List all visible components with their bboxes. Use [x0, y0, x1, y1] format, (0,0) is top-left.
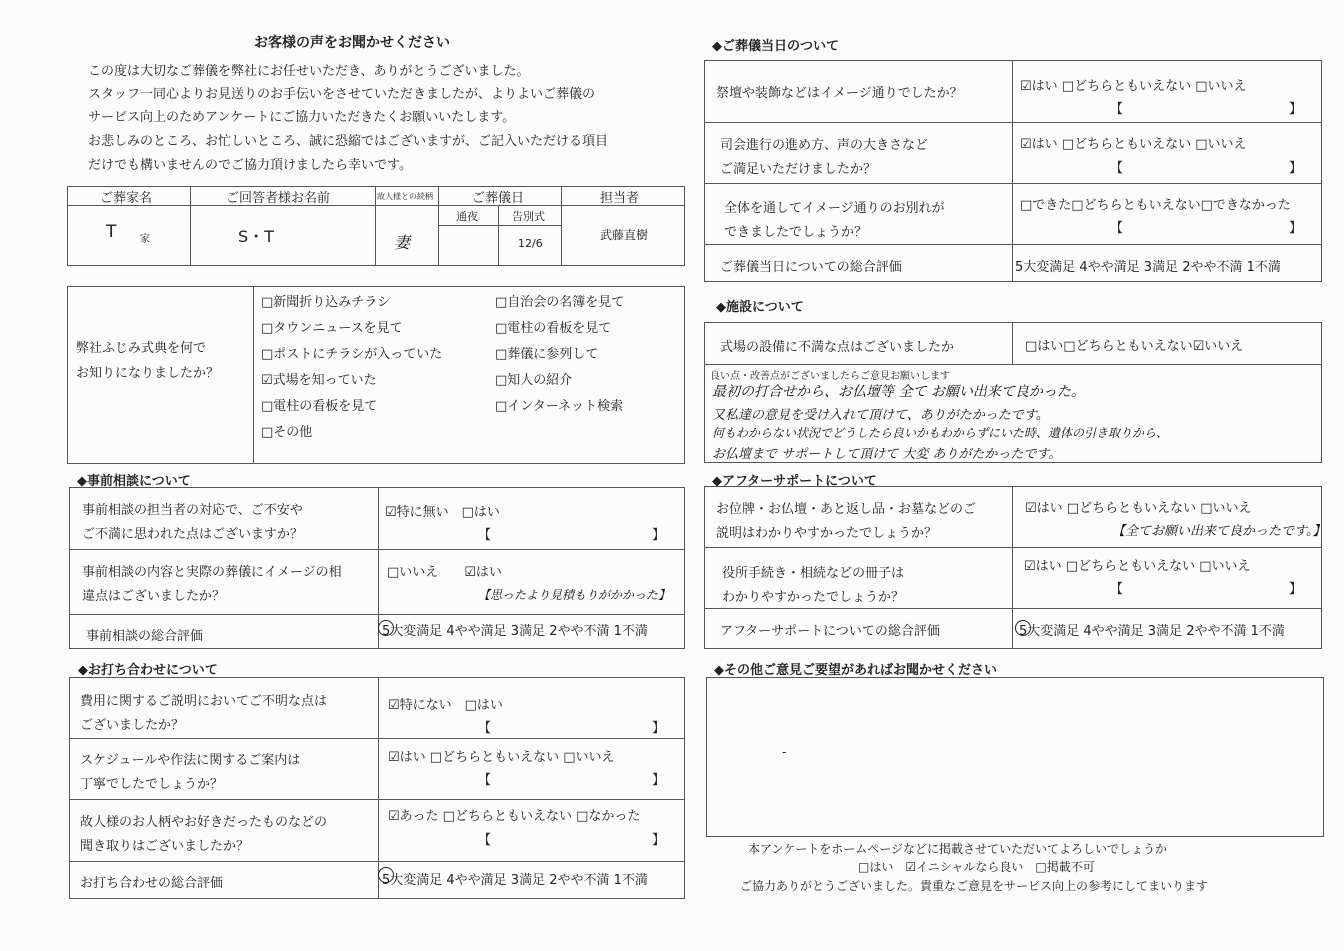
- option-attended[interactable]: □葬儀に参列して: [495, 347, 599, 362]
- bracket: 】: [1289, 221, 1303, 236]
- other-textbox[interactable]: [706, 677, 1324, 837]
- meeting-q3: 故人様のお人柄やお好きだったものなどの: [80, 815, 328, 830]
- pre-q2-answer[interactable]: □いいえ ☑はい: [387, 565, 502, 580]
- intro-line: お悲しみのところ、お忙しいところ、誠に恐縮ではございますが、ご記入いただける項目: [88, 134, 609, 149]
- funeral-date: 12/6: [518, 237, 543, 250]
- meeting-rating[interactable]: 5大変満足 4やや満足 3満足 2やや不満 1不満: [382, 873, 648, 888]
- after-q2: わかりやすかったでしょうか？: [722, 590, 905, 605]
- meeting-q1: 費用に関するご説明においてご不明な点は: [80, 694, 328, 709]
- section-heading: ◆お打ち合わせについて: [78, 663, 218, 678]
- family-initial: T: [106, 222, 117, 242]
- section-heading: ◆アフターサポートについて: [712, 474, 877, 489]
- meeting-q1-answer[interactable]: ☑特にない □はい: [388, 698, 503, 713]
- pre-rating[interactable]: 5大変満足 4やや満足 3満足 2やや不満 1不満: [382, 624, 648, 639]
- meeting-q2: スケジュールや作法に関するご案内は: [80, 753, 301, 768]
- family-suffix: 家: [140, 234, 150, 245]
- respondent-name: S・T: [238, 227, 274, 246]
- option-flyer[interactable]: □ポストにチラシが入っていた: [261, 347, 443, 362]
- day-q1-answer[interactable]: ☑はい □どちらともいえない □いいえ: [1020, 79, 1247, 94]
- day-q2: ご満足いただけましたか？: [720, 162, 877, 177]
- day-q2-answer[interactable]: ☑はい □どちらともいえない □いいえ: [1020, 137, 1247, 152]
- meeting-q1: ございましたか？: [80, 718, 185, 733]
- pre-q2-note: 【思ったより見積もりがかかった】: [478, 588, 671, 602]
- meeting-q2-answer[interactable]: ☑はい □どちらともいえない □いいえ: [388, 750, 615, 765]
- source-question: お知りになりましたか？: [76, 366, 220, 381]
- pre-q1: ご不満に思われた点はございますか？: [82, 527, 304, 542]
- header-wake: 通夜: [456, 210, 478, 223]
- section-heading: ◆その他ご意見ご要望があればお聞かせください: [714, 663, 997, 678]
- bracket: 【: [478, 833, 492, 848]
- source-question: 弊社ふじみ式典を何で: [76, 341, 207, 356]
- bracket: 【: [478, 721, 492, 736]
- header-relation: 故人様との続柄: [377, 192, 433, 201]
- option-town-news[interactable]: □タウンニュースを見て: [261, 321, 403, 336]
- pre-q2: 事前相談の内容と実際の葬儀にイメージの相: [82, 565, 342, 580]
- meeting-q2: 丁寧でしたでしょうか？: [80, 777, 224, 792]
- stray-mark: -: [782, 745, 787, 759]
- intro-line: この度は大切なご葬儀を弊社にお任せいただき、ありがとうございました。: [88, 64, 530, 79]
- day-q3-answer[interactable]: □できた□どちらともいえない□できなかった: [1020, 198, 1291, 213]
- after-q1: 説明はわかりやすかったでしょうか？: [716, 526, 938, 541]
- option-internet[interactable]: □インターネット検索: [495, 399, 624, 414]
- header-funeral: 告別式: [512, 210, 545, 223]
- bracket: 【: [478, 773, 492, 788]
- section-heading: ◆ご葬儀当日のついて: [712, 39, 839, 54]
- staff-name: 武藤直樹: [600, 228, 649, 242]
- header-date: ご葬儀日: [472, 191, 525, 206]
- header-staff: 担当者: [600, 191, 640, 206]
- option-other[interactable]: □その他: [261, 425, 313, 440]
- facility-q1-answer[interactable]: □はい□どちらともいえない☑いいえ: [1025, 339, 1244, 354]
- option-knew-venue[interactable]: ☑式場を知っていた: [261, 373, 377, 388]
- after-q2-answer[interactable]: ☑はい □どちらともいえない □いいえ: [1024, 559, 1251, 574]
- day-q3: できましたでしょうか？: [724, 225, 868, 240]
- intro-line: だけでも構いませんのでご協力頂けましたら幸いです。: [88, 158, 412, 173]
- option-pole-sign-2[interactable]: □電柱の看板を見て: [261, 399, 378, 414]
- bracket: 【: [1110, 221, 1124, 236]
- pre-q1-answer[interactable]: ☑特に無い □はい: [385, 505, 500, 520]
- bracket: 【: [1110, 102, 1124, 117]
- pre-q1: 事前相談の担当者の対応で、ご不安や: [82, 503, 303, 518]
- after-q1-note: 【全てお願い出来て良かったです。】: [1112, 524, 1326, 539]
- meeting-q3: 聞き取りはございましたか？: [80, 839, 250, 854]
- bracket: 【: [1110, 582, 1124, 597]
- consent-question: 本アンケートをホームページなどに掲載させていただいてよろしいでしょうか: [748, 842, 1168, 856]
- section-heading: ◆事前相談について: [77, 474, 191, 489]
- relation-value: 妻: [394, 233, 411, 252]
- bracket: 】: [652, 721, 666, 736]
- bracket: 】: [1289, 102, 1303, 117]
- after-q1-answer[interactable]: ☑はい □どちらともいえない □いいえ: [1025, 501, 1252, 516]
- option-referral[interactable]: □知人の紹介: [495, 373, 573, 388]
- section-heading: ◆施設について: [716, 300, 804, 315]
- pre-q2: 違点はございましたか？: [82, 589, 226, 604]
- facility-q1: 式場の設備に不満な点はございましたか: [720, 340, 955, 355]
- meeting-q3-answer[interactable]: ☑あった □どちらともいえない □なかった: [388, 809, 641, 824]
- bracket: 【: [1110, 161, 1124, 176]
- option-newspaper[interactable]: □新聞折り込みチラシ: [261, 295, 391, 310]
- comment-line: 何もわからない状況でどうしたら良いかもわからずにいた時、遺体の引き取りから、: [712, 426, 1169, 440]
- day-rating[interactable]: 5大変満足 4やや満足 3満足 2やや不満 1不満: [1015, 260, 1281, 275]
- header-respondent: ご回答者様お名前: [226, 191, 331, 206]
- thanks-text: ご協力ありがとうございました。貴重なご意見をサービス向上の参考にしてまいります: [740, 879, 1209, 893]
- after-q3: アフターサポートについての総合評価: [720, 624, 940, 639]
- option-neighborhood[interactable]: □自治会の名簿を見て: [495, 295, 625, 310]
- after-q2: 役所手続き・相続などの冊子は: [722, 566, 905, 581]
- intro-line: スタッフ一同心よりお見送りのお手伝いをさせていただきましたが、よりよいご葬儀の: [88, 87, 596, 102]
- bracket: 】: [652, 833, 666, 848]
- meeting-q4: お打ち合わせの総合評価: [80, 876, 224, 891]
- day-q4: ご葬儀当日についての総合評価: [720, 260, 902, 275]
- intro-line: サービス向上のためアンケートにご協力いただきたくお願いいたします。: [88, 110, 516, 125]
- pre-q3: 事前相談の総合評価: [86, 629, 204, 644]
- day-q3: 全体を通してイメージ通りのお別れが: [724, 201, 945, 216]
- bracket: 【: [478, 528, 492, 543]
- consent-answer[interactable]: □はい ☑イニシャルなら良い □掲載不可: [858, 860, 1095, 874]
- bracket: 】: [652, 528, 666, 543]
- day-q1: 祭壇や装飾などはイメージ通りでしたか？: [716, 86, 963, 101]
- page-title: お客様の声をお聞かせください: [254, 35, 450, 51]
- day-q2: 司会進行の進め方、声の大きさなど: [720, 138, 929, 153]
- bracket: 】: [652, 773, 666, 788]
- bracket: 】: [1289, 582, 1303, 597]
- comment-label: 良い点・改善点がございましたらご意見お願いします: [710, 371, 950, 382]
- option-pole-sign[interactable]: □電柱の看板を見て: [495, 321, 612, 336]
- comment-line: 又私達の意見を受け入れて頂けて、ありがたかったです。: [712, 408, 1049, 423]
- after-rating[interactable]: 5大変満足 4やや満足 3満足 2やや不満 1不満: [1019, 624, 1285, 639]
- header-family: ご葬家名: [100, 191, 153, 206]
- comment-line: お仏壇まで サポートして頂けて 大変 ありがたかったです。: [712, 447, 1062, 462]
- after-q1: お位牌・お仏壇・あと返し品・お墓などのご: [716, 502, 977, 517]
- bracket: 】: [1289, 161, 1303, 176]
- comment-line: 最初の打合せから、お仏壇等 全て お願い出来て良かった。: [712, 384, 1085, 400]
